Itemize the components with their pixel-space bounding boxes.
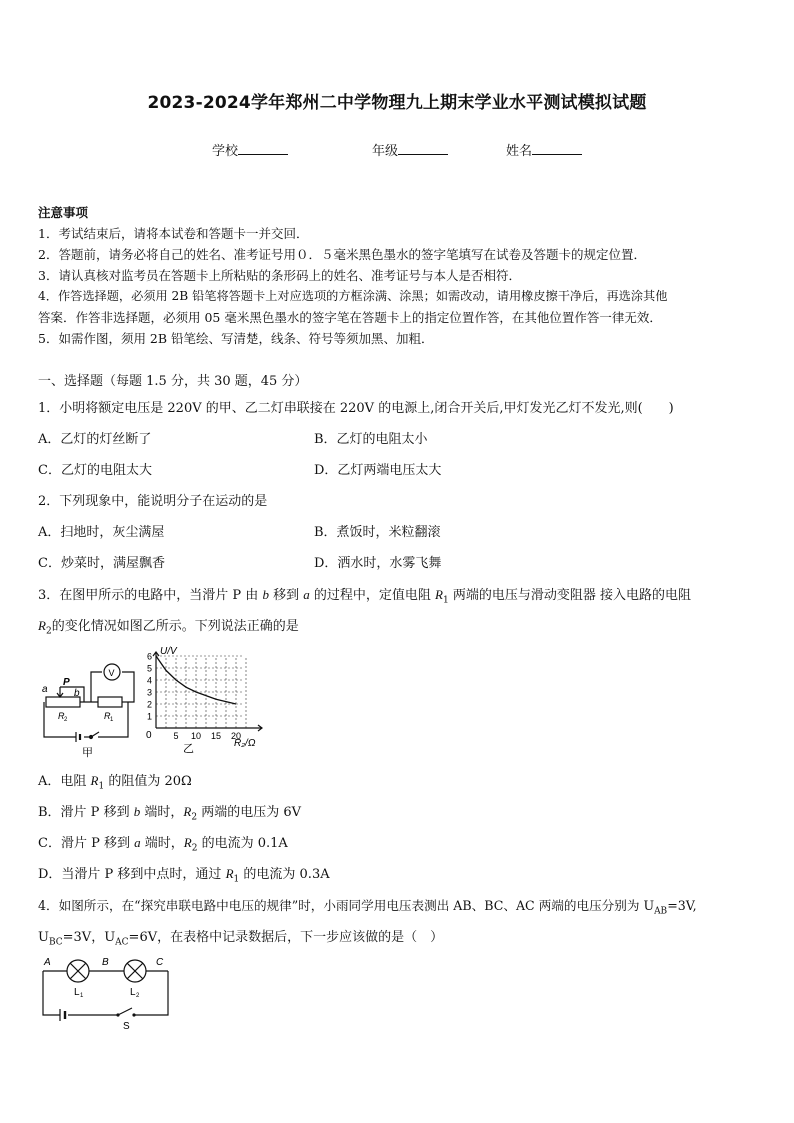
q3-text: B．滑片 P 移到 bbox=[38, 805, 130, 820]
y-tick-label: 3 bbox=[147, 687, 153, 698]
label-r1-sub: 1 bbox=[110, 717, 114, 723]
q3-sub: 1 bbox=[98, 781, 105, 792]
q3-text: 移到 bbox=[273, 588, 300, 603]
q3-var-a: a bbox=[303, 587, 310, 602]
q3-sub: 2 bbox=[191, 843, 198, 854]
q3-text: 端时， bbox=[144, 836, 184, 851]
q3-sub: 2 bbox=[191, 812, 198, 823]
q3-var-r2: R bbox=[183, 804, 192, 819]
school-blank bbox=[238, 143, 288, 155]
note-item: 1．考试结束后，请将本试卷和答题卡一并交回． bbox=[38, 226, 309, 241]
q3-var-a: a bbox=[134, 835, 141, 850]
label-p: P bbox=[63, 677, 70, 688]
switch-pivot bbox=[116, 1013, 119, 1016]
q3-var-b: b bbox=[262, 587, 269, 602]
y-axis-label: U/V bbox=[160, 646, 177, 657]
q2-option-c: C．炒菜时，满屋飘香 bbox=[38, 556, 165, 571]
label-v: V bbox=[108, 668, 115, 678]
note-item: 答案．作答非选择题，必须用 05 毫米黑色墨水的签字笔在答题卡上的指定位置作答，在其他位置作答一律无效． bbox=[38, 310, 662, 325]
label-b: b bbox=[74, 688, 80, 699]
label-r2: R bbox=[58, 711, 65, 721]
label-l2-sub: 2 bbox=[136, 993, 140, 999]
x-tick-label: 10 bbox=[191, 731, 202, 741]
node-a: A bbox=[44, 957, 51, 968]
note-item: 4．作答选择题，必须用 2B 铅笔将答题卡上对应选项的方框涂满、涂黑；如需改动，请用橡皮擦干净后，再选涂其他 bbox=[38, 289, 668, 303]
q1-option-d: D．乙灯两端电压太大 bbox=[314, 463, 442, 478]
note-item: 3．请认真核对监考员在答题卡上所粘贴的条形码上的姓名、准考证号与本人是否相符． bbox=[38, 268, 521, 283]
notes-heading: 注意事项 bbox=[38, 205, 89, 220]
y-tick-label: 4 bbox=[147, 675, 153, 686]
y-tick-label: 1 bbox=[147, 711, 153, 722]
note-item: 5．如需作图，须用 2B 铅笔绘、写清楚，线条、符号等须加黑、加粗． bbox=[38, 331, 434, 346]
label-r2-sub: 2 bbox=[64, 717, 68, 723]
q1-option-b: B．乙灯的电阻太小 bbox=[314, 432, 428, 447]
x-tick-label: 15 bbox=[211, 731, 222, 741]
x-tick-label: 20 bbox=[231, 731, 242, 741]
label-l2: L bbox=[130, 987, 136, 998]
y-tick-label: 6 bbox=[147, 651, 153, 662]
grade-blank bbox=[398, 143, 448, 155]
q4-stem-line1 bbox=[38, 895, 697, 917]
chart-yi bbox=[138, 644, 268, 756]
q3-text: A．电阻 bbox=[38, 774, 87, 789]
caption-jia: 甲 bbox=[82, 747, 93, 759]
section-heading: 一、选择题（每题 1.5 分，共 30 题，45 分） bbox=[38, 374, 308, 389]
q1-stem: 1．小明将额定电压是 220V 的甲、乙二灯串联接在 220V 的电源上,闭合开关后,甲灯发光乙灯不发光,则( ) bbox=[38, 401, 674, 416]
x-axis-label: R₂/Ω bbox=[234, 738, 256, 749]
label-r1: R bbox=[104, 711, 111, 721]
q3-text: 的变化情况如图乙所示。下列说法正确的是 bbox=[51, 619, 299, 634]
q4-sub: BC bbox=[48, 937, 63, 948]
label-a: a bbox=[42, 684, 48, 695]
node-b: B bbox=[102, 957, 109, 968]
y-tick-label: 2 bbox=[147, 699, 153, 710]
q3-var-r1: R bbox=[225, 866, 234, 881]
page-title: 2023-2024学年郑州二中学物理九上期末学业水平测试模拟试题 bbox=[147, 93, 647, 113]
q4-text: 4．如图所示，在“探究串联电路中电压的规律”时，小雨同学用电压表测出 AB、BC、AC 两端的电压分别为 U bbox=[38, 898, 655, 913]
q3-sub: 1 bbox=[442, 595, 449, 606]
q3-text: 3．在图甲所示的电路中，当滑片 P 由 bbox=[38, 588, 259, 603]
q3-text: 端时， bbox=[144, 805, 184, 820]
label-l1: L bbox=[74, 987, 80, 998]
label-s: S bbox=[123, 1021, 130, 1032]
grade-field bbox=[372, 140, 448, 159]
q2-option-a: A．扫地时，灰尘满屋 bbox=[38, 525, 165, 540]
grade-label: 年级 bbox=[372, 144, 399, 159]
q3-var-r2: R bbox=[38, 618, 46, 633]
q2-option-b: B．煮饭时，米粒翻滚 bbox=[314, 525, 441, 540]
q3-var-r1: R bbox=[435, 587, 443, 602]
q1-option-a: A．乙灯的灯丝断了 bbox=[38, 432, 152, 447]
q4-text: =3V，U bbox=[62, 930, 116, 945]
name-field bbox=[506, 140, 582, 159]
q3-text: 的电流为 0.1A bbox=[201, 836, 288, 851]
caption-yi: 乙 bbox=[183, 743, 194, 755]
q3-text: 两端的电压与滑动变阻器 接入电路的电阻 bbox=[452, 588, 691, 603]
q4-sub: AC bbox=[115, 937, 129, 948]
label-l1-sub: 1 bbox=[80, 993, 84, 999]
q4-text: U bbox=[38, 930, 49, 945]
q3-text: C．滑片 P 移到 bbox=[38, 836, 130, 851]
q3-text: 两端的电压为 6V bbox=[201, 805, 301, 820]
q3-option-a bbox=[38, 770, 192, 792]
q3-sub: 1 bbox=[233, 874, 240, 885]
y-tick-label: 5 bbox=[147, 663, 153, 674]
q3-text: D．当滑片 P 移到中点时，通过 bbox=[38, 867, 222, 882]
school-label: 学校 bbox=[212, 144, 239, 159]
q1-option-c: C．乙灯的电阻太大 bbox=[38, 463, 152, 478]
q3-text: 的电流为 0.3A bbox=[243, 867, 330, 882]
q2-option-d: D．洒水时，水雾飞舞 bbox=[314, 556, 442, 571]
q4-text: =6V，在表格中记录数据后，下一步应该做的是（ ） bbox=[128, 930, 444, 945]
note-item: 2．答题前，请务必将自己的姓名、准考证号用０．５毫米黑色墨水的签字笔填写在试卷及答题卡的规定位置． bbox=[38, 247, 646, 262]
q4-text: =3V, bbox=[667, 898, 697, 913]
q3-sub: 2 bbox=[45, 626, 52, 637]
school-field bbox=[212, 140, 288, 159]
q3-var-b: b bbox=[133, 804, 141, 819]
q3-option-c bbox=[38, 832, 288, 854]
q3-option-d bbox=[38, 863, 330, 885]
switch-contact bbox=[132, 1013, 135, 1016]
resistor-r1 bbox=[98, 697, 122, 707]
q3-text: 的过程中，定值电阻 bbox=[313, 588, 431, 603]
circuit-diagram-jia bbox=[36, 652, 146, 762]
q4-stem-line2 bbox=[38, 926, 443, 948]
x-tick-label: 5 bbox=[173, 731, 179, 741]
q2-stem: 2．下列现象中，能说明分子在运动的是 bbox=[38, 494, 268, 509]
origin-label: 0 bbox=[146, 730, 152, 741]
q3-option-b bbox=[38, 801, 301, 823]
q3-stem-line2 bbox=[38, 615, 299, 637]
name-label: 姓名 bbox=[506, 144, 533, 159]
q3-text: 的阻值为 20Ω bbox=[108, 774, 192, 789]
q3-var-r2: R bbox=[183, 835, 192, 850]
q4-sub: AB bbox=[654, 906, 668, 917]
q3-var-r1: R bbox=[90, 773, 99, 788]
q3-stem-line1 bbox=[38, 584, 691, 606]
name-blank bbox=[532, 143, 582, 155]
series-circuit-diagram bbox=[38, 953, 178, 1033]
node-c: C bbox=[156, 957, 164, 968]
